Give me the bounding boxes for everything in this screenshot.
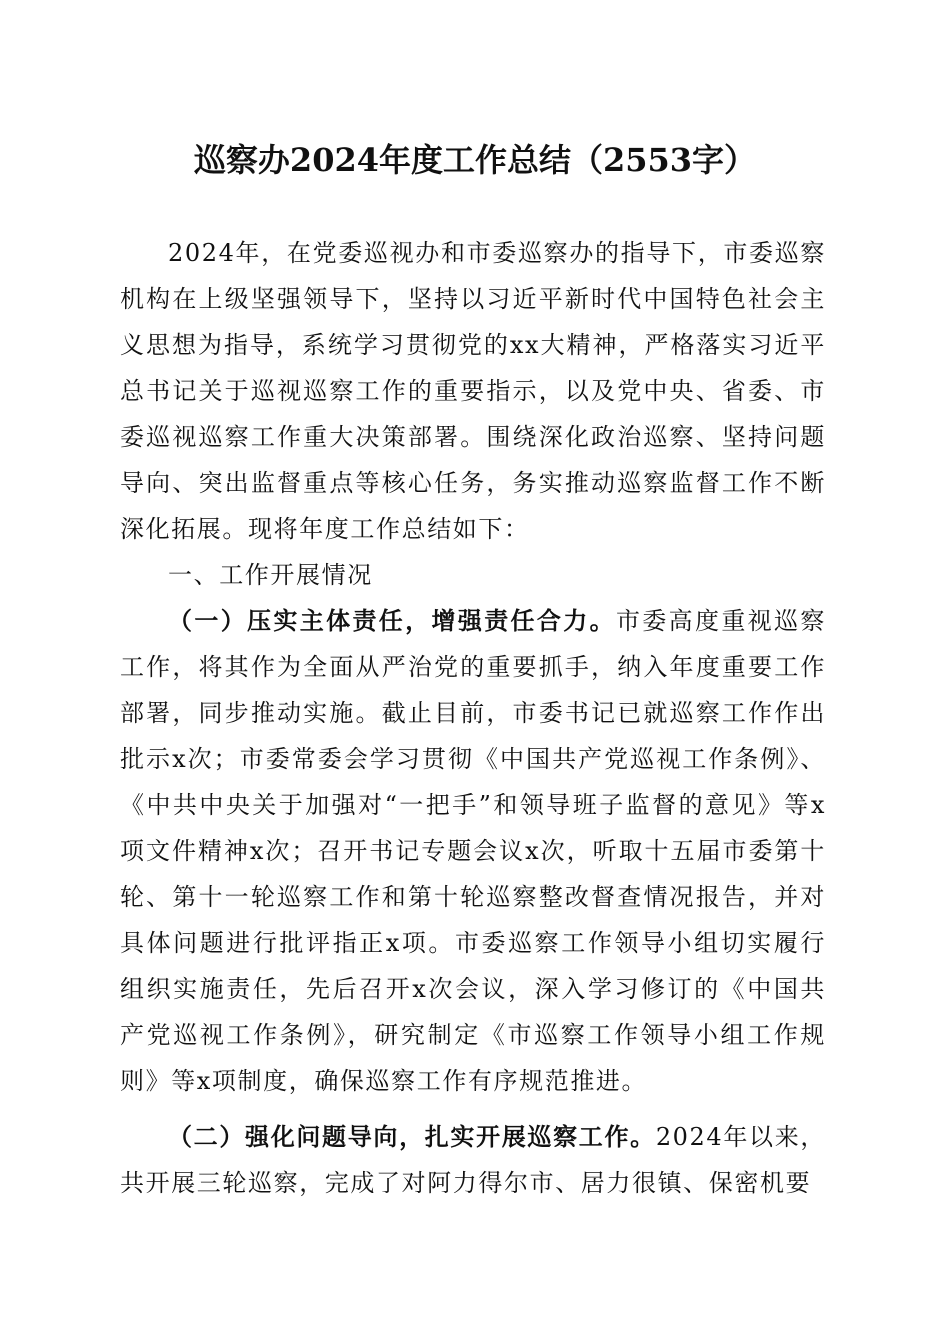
document-title: 巡察办2024年度工作总结（2553字） xyxy=(193,141,757,179)
paragraph-gap xyxy=(120,1104,826,1114)
item-paragraph-2 xyxy=(120,1114,826,1206)
item-paragraph-1 xyxy=(120,598,826,1104)
item-1-body: 市委高度重视巡察工作，将其作为全面从严治党的重要抓手，纳入年度重要工作部署，同步推动实施。截止目前，市委书记已就巡察工作作出批示x次；市委常委会学习贯彻《中国共产党巡视工作条例》、《中共中央关于加强对“一把手”和领导班子监督的意见》等x项文件精神x次；召开书记专题会议x次，听取十五届市委第十轮、第十一轮巡察工作和第十轮巡察整改督查情况报告，并对具体问题进行批评指正x项。市委巡察工作领导小组切实履行组织实施责任，先后召开x次会议，深入学习修订的《中国共产党巡视工作条例》，研究制定《市巡察工作领导小组工作规则》等x项制度，确保巡察工作有序规范推进。 xyxy=(120,607,826,1095)
intro-paragraph: 2024年，在党委巡视办和市委巡察办的指导下，市委巡察机构在上级坚强领导下，坚持以习近平新时代中国特色社会主义思想为指导，系统学习贯彻党的xx大精神，严格落实习近平总书记关于巡视巡察工作的重要指示，以及党中央、省委、市委巡视巡察工作重大决策部署。围绕深化政治巡察、坚持问题导向、突出监督重点等核心任务，务实推动巡察监督工作不断深化拓展。现将年度工作总结如下： xyxy=(120,239,826,543)
section-heading-1: 一、工作开展情况 xyxy=(168,561,373,589)
document-body xyxy=(120,230,826,1206)
item-2-body: 2024年以来，共开展三轮巡察，完成了对阿力得尔市、居力很镇、保密机要 xyxy=(120,1123,826,1197)
item-2-lead: （二）强化问题导向，扎实开展巡察工作。 xyxy=(168,1123,656,1151)
item-1-lead: （一）压实主体责任，增强责任合力。 xyxy=(168,607,616,635)
